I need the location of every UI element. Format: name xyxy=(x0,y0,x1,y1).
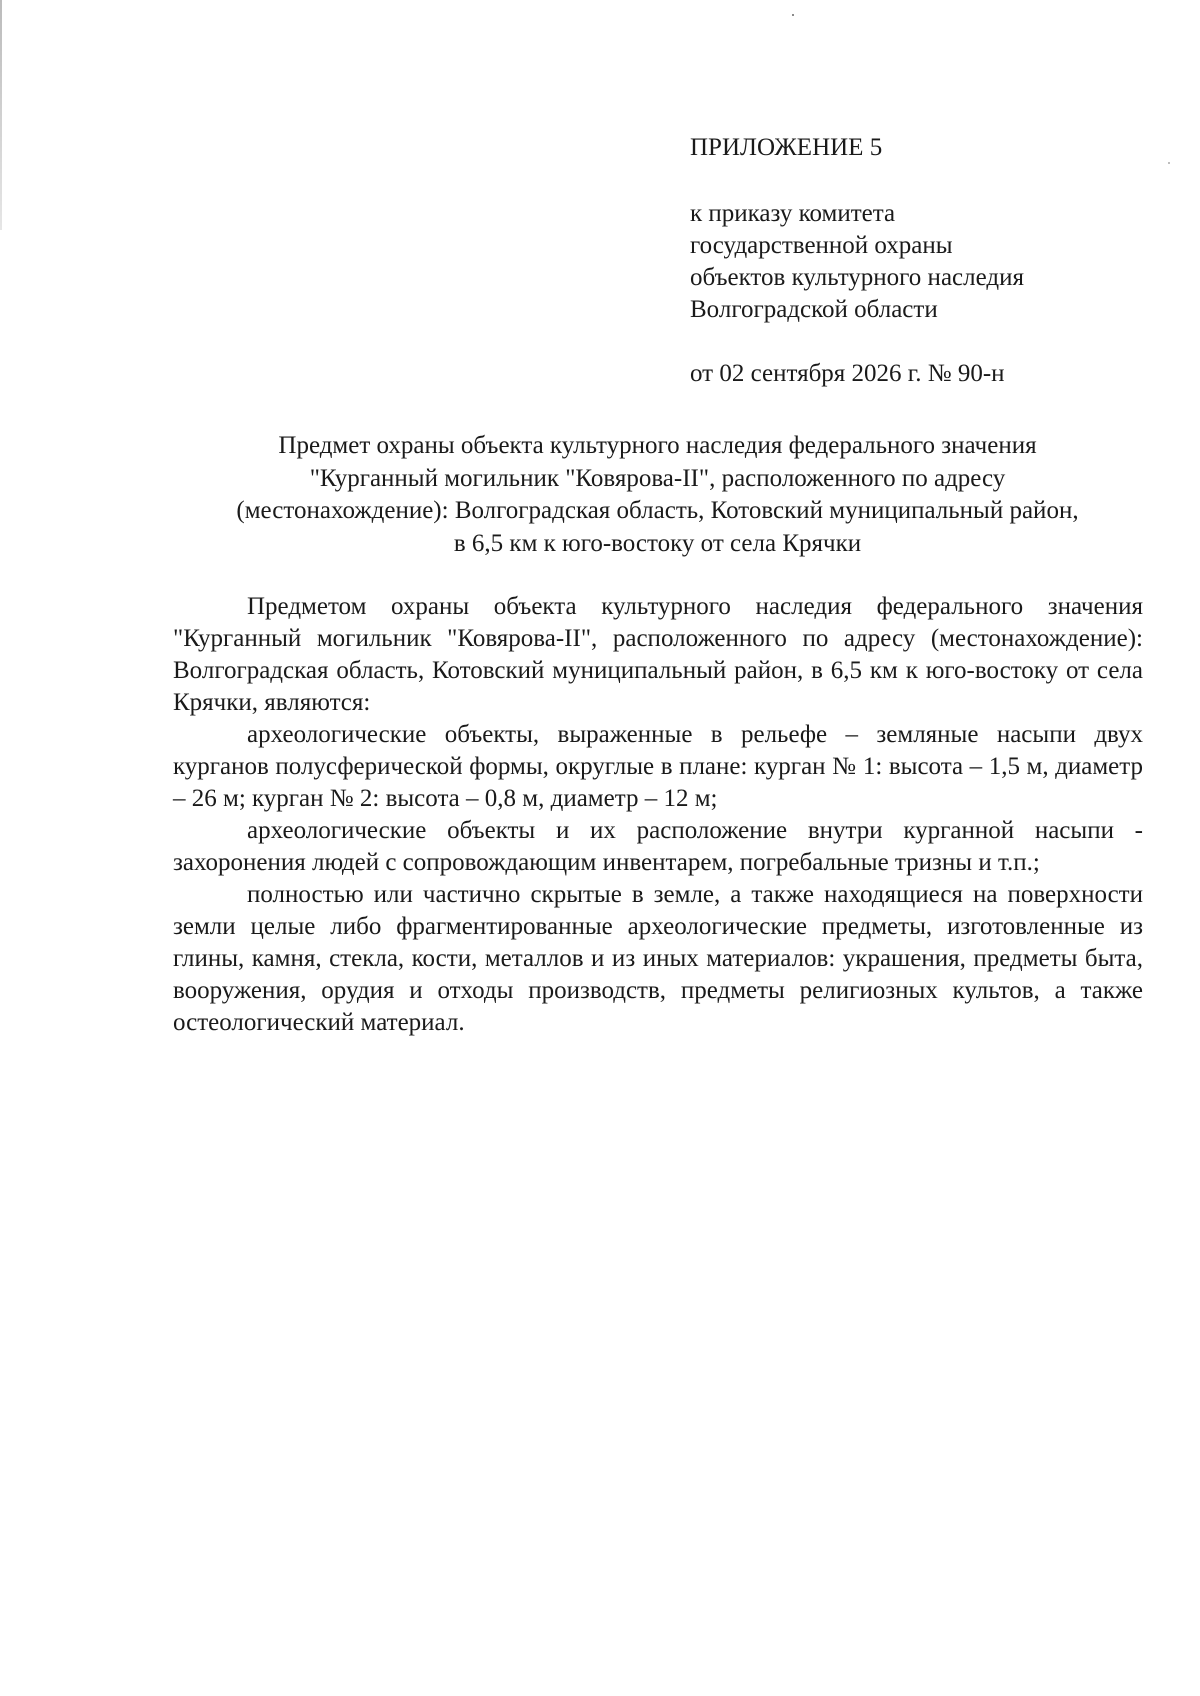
appendix-heading: ПРИЛОЖЕНИЕ 5 xyxy=(690,134,883,161)
approval-block xyxy=(690,132,1160,390)
scan-edge-artifact xyxy=(0,0,2,230)
body-paragraph: археологические объекты, выраженные в рельефе – земляные насыпи двух курганов полусферической формы, округлые в плане: курган № 1: высота – 1,5 м, диаметр – 26 м; курган № 2: высота – 0,8 м, диаметр – 12 м; xyxy=(173,721,1143,812)
order-line: Волгоградской области xyxy=(690,296,938,323)
title-line: в 6,5 км к юго-востоку от села Крячки xyxy=(453,529,862,557)
title-line: (местонахождение): Волгоградская область, Котовский муниципальный район, xyxy=(236,497,1079,524)
scan-speck xyxy=(792,14,794,16)
order-line: государственной охраны xyxy=(690,232,953,259)
document-title xyxy=(170,430,1145,560)
body-paragraph: Предметом охраны объекта культурного наследия федерального значения "Курганный могильник "Ковярова-II", расположенного по адресу (местонахождение): Волгоградская область, Котовский муниципальный район, в 6,5 км к юго-востоку от села Крячки, являются: xyxy=(173,593,1143,716)
body-paragraph: археологические объекты и их расположение внутри курганной насыпи - захоронения людей с сопровождающим инвентарем, погребальные тризны и т.п.; xyxy=(173,817,1143,876)
title-line: "Курганный могильник "Ковярова-II", расположенного по адресу xyxy=(309,464,1006,492)
title-line: Предмет охраны объекта культурного наследия федерального значения xyxy=(278,432,1037,459)
document-body xyxy=(173,591,1143,1039)
order-line: объектов культурного наследия xyxy=(690,264,1024,291)
scan-speck xyxy=(1168,162,1170,164)
order-line: к приказу комитета xyxy=(690,200,896,227)
body-paragraph: полностью или частично скрытые в земле, а также находящиеся на поверхности земли целые либо фрагментированные археологические предметы, изготовленные из глины, камня, стекла, кости, металлов и из иных материалов: украшения, предметы быта, вооружения, орудия и отходы производств, предметы религиозных культов, а также остеологический материал. xyxy=(173,881,1143,1036)
order-date: от 02 сентября 2026 г. № 90-н xyxy=(690,360,1005,387)
